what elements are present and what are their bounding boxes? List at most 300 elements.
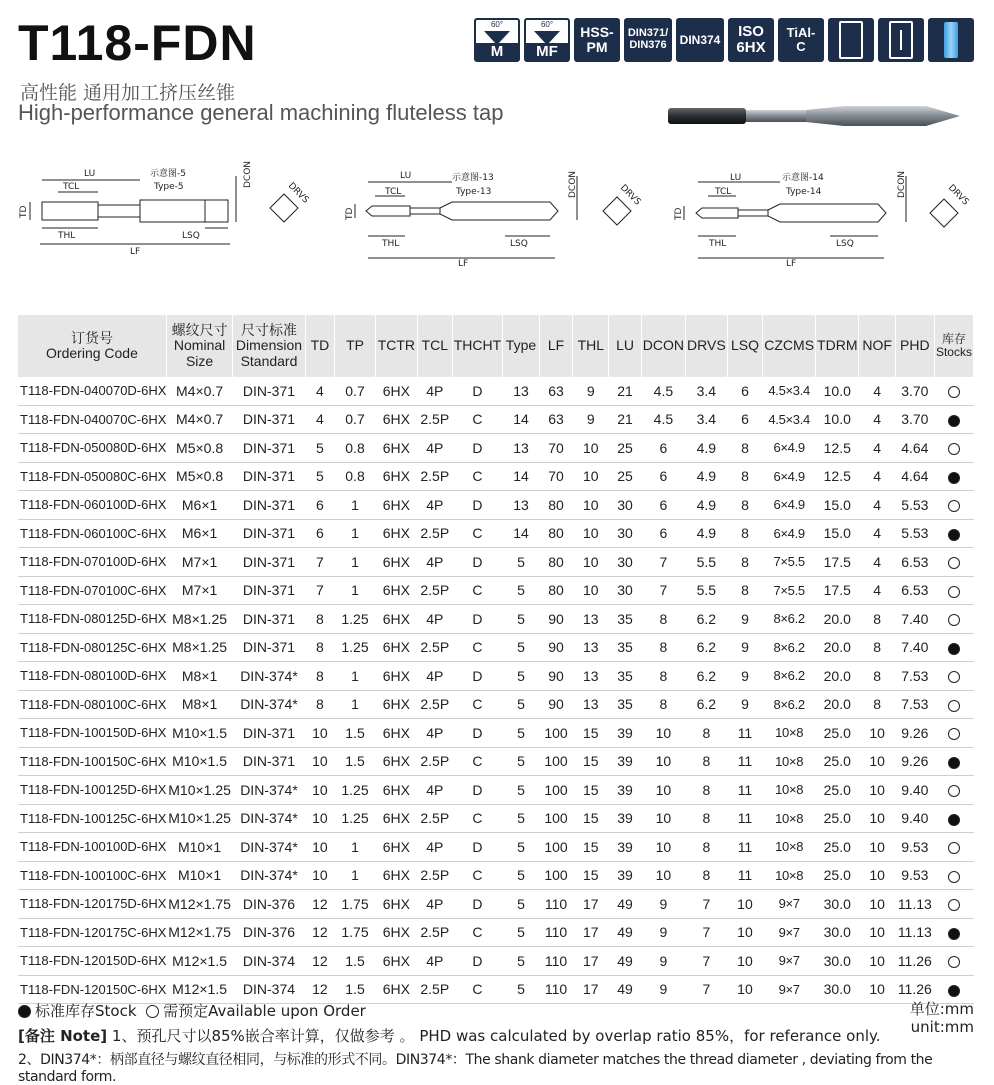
table-cell: M10×1.5: [166, 719, 232, 748]
table-cell: T118-FDN-100150D-6HX: [18, 719, 166, 748]
label-lu: LU: [84, 169, 96, 179]
table-cell: 5.5: [686, 576, 728, 605]
table-cell: 14: [503, 405, 540, 434]
table-cell: 39: [609, 747, 641, 776]
svg-text:DRVS: DRVS: [617, 183, 643, 208]
table-cell: 15: [573, 804, 609, 833]
table-cell: 5: [503, 861, 540, 890]
table-cell: M10×1: [166, 861, 232, 890]
stock-filled-icon: [948, 814, 960, 826]
table-cell: 10×8: [763, 833, 816, 862]
table-cell: 10×8: [763, 747, 816, 776]
table-cell: T118-FDN-100100D-6HX: [18, 833, 166, 862]
table-cell: 90: [539, 605, 572, 634]
table-cell: 14: [503, 519, 540, 548]
table-row: [18, 405, 974, 434]
table-cell: 6HX: [375, 890, 417, 919]
table-cell: DIN-371: [233, 719, 306, 748]
table-cell: 7×5.5: [763, 548, 816, 577]
table-cell: 90: [539, 633, 572, 662]
din374-badge: DIN374: [676, 18, 724, 62]
table-cell: T118-FDN-070100C-6HX: [18, 576, 166, 605]
table-cell: 100: [539, 747, 572, 776]
svg-text:DCON: DCON: [897, 170, 907, 198]
table-cell: 17.5: [816, 576, 859, 605]
table-cell: 10: [573, 462, 609, 491]
table-cell: 7: [305, 548, 334, 577]
table-cell: 80: [539, 491, 572, 520]
table-cell: DIN-376: [233, 890, 306, 919]
table-cell: 25.0: [816, 776, 859, 805]
table-cell: 9×7: [763, 890, 816, 919]
table-cell: DIN-374*: [233, 690, 306, 719]
table-cell: 8: [641, 690, 685, 719]
svg-text:Type-14: Type-14: [786, 187, 822, 197]
table-cell: 49: [609, 947, 641, 976]
table-row: [18, 491, 974, 520]
table-cell: 10: [859, 776, 895, 805]
table-cell: 10: [641, 747, 685, 776]
table-cell: 3.70: [895, 377, 934, 405]
table-cell: 35: [609, 633, 641, 662]
table-cell: 8: [859, 633, 895, 662]
table-cell: 13: [573, 633, 609, 662]
table-cell: D: [452, 605, 502, 634]
table-cell: 10: [641, 804, 685, 833]
table-cell: D: [452, 434, 502, 463]
table-row: [18, 776, 974, 805]
table-cell: C: [452, 747, 502, 776]
svg-text:示意图-13: 示意图-13: [452, 173, 494, 183]
table-cell: 5: [503, 747, 540, 776]
table-cell: D: [452, 776, 502, 805]
table-cell: M7×1: [166, 548, 232, 577]
table-cell: C: [452, 861, 502, 890]
svg-text:Type-13: Type-13: [456, 187, 492, 197]
svg-text:TCL: TCL: [715, 187, 732, 197]
table-cell: 30: [609, 576, 641, 605]
table-cell: 25: [609, 434, 641, 463]
svg-text:TCL: TCL: [63, 182, 80, 192]
table-cell: 6HX: [375, 605, 417, 634]
table-cell: DIN-374*: [233, 776, 306, 805]
table-cell: 5: [305, 434, 334, 463]
table-cell: M4×0.7: [166, 377, 232, 405]
stock-legend: 标准库存Stock 需预定Available upon Order: [18, 1000, 366, 1021]
stock-cell: [934, 747, 973, 776]
table-cell: 1: [335, 861, 376, 890]
table-cell: 3.4: [686, 377, 728, 405]
stock-cell: [934, 462, 973, 491]
table-cell: 10: [573, 548, 609, 577]
table-cell: 2.5P: [417, 861, 452, 890]
table-cell: 25.0: [816, 747, 859, 776]
table-cell: 1: [335, 548, 376, 577]
table-cell: 80: [539, 548, 572, 577]
table-row: [18, 890, 974, 919]
table-cell: T118-FDN-120175D-6HX: [18, 890, 166, 919]
table-cell: 9.53: [895, 833, 934, 862]
stock-cell: [934, 833, 973, 862]
table-cell: T118-FDN-100125D-6HX: [18, 776, 166, 805]
table-cell: M5×0.8: [166, 462, 232, 491]
svg-text:THL: THL: [58, 231, 76, 241]
table-cell: M10×1.25: [166, 776, 232, 805]
table-cell: 8: [305, 633, 334, 662]
stock-cell: [934, 662, 973, 691]
table-cell: 10: [859, 975, 895, 1004]
table-cell: 4P: [417, 947, 452, 976]
coating-badge: TiAl-C: [778, 18, 824, 62]
table-cell: 6HX: [375, 747, 417, 776]
table-cell: 35: [609, 690, 641, 719]
table-cell: 8: [727, 548, 763, 577]
stock-cell: [934, 548, 973, 577]
table-cell: 10: [641, 833, 685, 862]
table-cell: 6.2: [686, 662, 728, 691]
table-cell: 6×4.9: [763, 491, 816, 520]
table-cell: T118-FDN-060100D-6HX: [18, 491, 166, 520]
table-cell: 10: [859, 947, 895, 976]
table-cell: D: [452, 947, 502, 976]
stock-filled-icon: [948, 985, 960, 997]
table-cell: 6: [727, 377, 763, 405]
table-cell: 8: [686, 747, 728, 776]
table-cell: 4.64: [895, 462, 934, 491]
table-cell: 10: [573, 491, 609, 520]
table-cell: 11: [727, 804, 763, 833]
table-cell: 4.5×3.4: [763, 405, 816, 434]
table-cell: M8×1.25: [166, 633, 232, 662]
table-cell: 10: [305, 776, 334, 805]
table-cell: DIN-371: [233, 491, 306, 520]
stock-empty-icon: [948, 785, 960, 797]
table-cell: 6×4.9: [763, 519, 816, 548]
table-cell: 2.5P: [417, 576, 452, 605]
table-cell: C: [452, 975, 502, 1004]
table-cell: 2.5P: [417, 519, 452, 548]
table-row: [18, 519, 974, 548]
table-cell: 49: [609, 890, 641, 919]
table-cell: 10: [859, 719, 895, 748]
table-cell: 4.5×3.4: [763, 377, 816, 405]
table-cell: 7×5.5: [763, 576, 816, 605]
table-cell: 1: [335, 519, 376, 548]
table-cell: 7.40: [895, 605, 934, 634]
table-cell: 1: [335, 662, 376, 691]
table-cell: 7: [686, 890, 728, 919]
table-cell: 11: [727, 747, 763, 776]
subtitle-cn: 高性能 通用加工挤压丝锥: [20, 82, 236, 104]
table-cell: 13: [503, 434, 540, 463]
table-cell: 6.2: [686, 605, 728, 634]
table-cell: 1: [335, 576, 376, 605]
table-cell: 4P: [417, 662, 452, 691]
table-cell: 8: [686, 861, 728, 890]
table-cell: M10×1: [166, 833, 232, 862]
table-cell: M8×1.25: [166, 605, 232, 634]
table-cell: 110: [539, 975, 572, 1004]
table-cell: 10: [305, 719, 334, 748]
table-cell: 30.0: [816, 918, 859, 947]
table-cell: 2.5P: [417, 975, 452, 1004]
table-cell: 39: [609, 804, 641, 833]
table-cell: D: [452, 662, 502, 691]
svg-text:DCON: DCON: [568, 170, 578, 198]
table-cell: T118-FDN-100100C-6HX: [18, 861, 166, 890]
table-cell: 8×6.2: [763, 605, 816, 634]
stock-empty-icon: [948, 871, 960, 883]
table-cell: 63: [539, 405, 572, 434]
table-cell: 4.64: [895, 434, 934, 463]
table-cell: 17: [573, 975, 609, 1004]
table-cell: 30: [609, 491, 641, 520]
spec-table: [18, 315, 974, 1004]
table-cell: 4.9: [686, 491, 728, 520]
table-cell: D: [452, 719, 502, 748]
stock-empty-icon: [146, 1005, 159, 1018]
stock-cell: [934, 947, 973, 976]
svg-text:TD: TD: [674, 207, 684, 220]
table-cell: T118-FDN-080125D-6HX: [18, 605, 166, 634]
table-cell: 63: [539, 377, 572, 405]
table-row: [18, 918, 974, 947]
table-cell: T118-FDN-080100C-6HX: [18, 690, 166, 719]
stock-filled-icon: [948, 529, 960, 541]
table-cell: 30: [609, 548, 641, 577]
table-cell: 6HX: [375, 377, 417, 405]
table-cell: 9×7: [763, 975, 816, 1004]
table-cell: 5: [503, 576, 540, 605]
table-cell: 4: [859, 491, 895, 520]
table-cell: M12×1.75: [166, 890, 232, 919]
table-cell: 49: [609, 918, 641, 947]
table-cell: 8: [686, 776, 728, 805]
table-cell: 15: [573, 833, 609, 862]
subtitle-en: High-performance general machining fluteless tap: [18, 100, 504, 125]
table-cell: 12: [305, 890, 334, 919]
table-cell: M7×1: [166, 576, 232, 605]
through-hole-icon: [878, 18, 924, 62]
table-cell: 6HX: [375, 633, 417, 662]
table-cell: 10.0: [816, 377, 859, 405]
table-cell: DIN-374*: [233, 861, 306, 890]
table-cell: 1.5: [335, 719, 376, 748]
table-cell: 5: [305, 462, 334, 491]
table-cell: 6HX: [375, 462, 417, 491]
table-cell: 7: [686, 918, 728, 947]
table-cell: 15: [573, 776, 609, 805]
table-cell: 7.53: [895, 662, 934, 691]
feature-badges: [474, 18, 974, 62]
table-cell: T118-FDN-050080C-6HX: [18, 462, 166, 491]
table-cell: 6HX: [375, 519, 417, 548]
table-cell: 4P: [417, 719, 452, 748]
table-row: [18, 719, 974, 748]
table-cell: 6HX: [375, 861, 417, 890]
table-cell: 20.0: [816, 633, 859, 662]
table-cell: 1: [335, 690, 376, 719]
svg-text:LSQ: LSQ: [510, 239, 528, 249]
table-cell: 8: [859, 690, 895, 719]
table-cell: 80: [539, 519, 572, 548]
blind-hole-icon: [828, 18, 874, 62]
stock-cell: [934, 434, 973, 463]
table-cell: 25.0: [816, 833, 859, 862]
table-cell: 9: [641, 947, 685, 976]
table-row: [18, 804, 974, 833]
svg-text:THL: THL: [709, 239, 727, 249]
table-cell: 8×6.2: [763, 690, 816, 719]
svg-text:THL: THL: [382, 239, 400, 249]
table-cell: 1.75: [335, 918, 376, 947]
table-row: [18, 833, 974, 862]
unit-label: 单位:mm unit:mm: [909, 1000, 974, 1036]
table-cell: T118-FDN-050080D-6HX: [18, 434, 166, 463]
stock-empty-icon: [948, 728, 960, 740]
tolerance-badge: ISO 6HX: [728, 18, 774, 62]
table-cell: 17: [573, 918, 609, 947]
table-cell: M8×1: [166, 662, 232, 691]
table-cell: 10: [305, 804, 334, 833]
table-cell: 30.0: [816, 975, 859, 1004]
table-cell: 10: [859, 861, 895, 890]
table-cell: DIN-376: [233, 918, 306, 947]
table-cell: 6.53: [895, 576, 934, 605]
table-cell: M6×1: [166, 491, 232, 520]
table-cell: 11.26: [895, 947, 934, 976]
table-cell: 100: [539, 833, 572, 862]
table-cell: 8: [686, 833, 728, 862]
table-cell: C: [452, 690, 502, 719]
table-cell: 9: [573, 405, 609, 434]
table-cell: DIN-371: [233, 405, 306, 434]
material-badge: HSS-PM: [574, 18, 620, 62]
table-cell: 5.5: [686, 548, 728, 577]
table-cell: 13: [503, 377, 540, 405]
table-cell: M5×0.8: [166, 434, 232, 463]
table-cell: 4P: [417, 377, 452, 405]
table-cell: 0.7: [335, 377, 376, 405]
stock-cell: [934, 918, 973, 947]
table-cell: 6: [641, 519, 685, 548]
table-cell: 25.0: [816, 804, 859, 833]
table-cell: 4P: [417, 548, 452, 577]
table-cell: 9×7: [763, 947, 816, 976]
table-cell: 4: [859, 377, 895, 405]
table-cell: 100: [539, 804, 572, 833]
table-cell: 10: [859, 747, 895, 776]
table-cell: 5: [503, 833, 540, 862]
table-cell: M12×1.5: [166, 947, 232, 976]
table-cell: T118-FDN-080100D-6HX: [18, 662, 166, 691]
table-cell: D: [452, 491, 502, 520]
table-cell: 5: [503, 690, 540, 719]
table-cell: 6HX: [375, 719, 417, 748]
table-cell: 6.2: [686, 690, 728, 719]
diagram-title-en: Type-5: [154, 182, 184, 192]
svg-text:LU: LU: [400, 171, 412, 181]
table-cell: C: [452, 576, 502, 605]
table-cell: 4: [859, 548, 895, 577]
table-cell: 5: [503, 605, 540, 634]
table-cell: DIN-371: [233, 605, 306, 634]
table-cell: 0.7: [335, 405, 376, 434]
table-cell: DIN-371: [233, 548, 306, 577]
table-cell: 6HX: [375, 548, 417, 577]
table-cell: 39: [609, 719, 641, 748]
table-cell: 9.26: [895, 747, 934, 776]
table-cell: 21: [609, 377, 641, 405]
stock-empty-icon: [948, 614, 960, 626]
stock-filled-icon: [948, 643, 960, 655]
table-cell: 110: [539, 918, 572, 947]
table-cell: 110: [539, 947, 572, 976]
table-cell: DIN-374*: [233, 662, 306, 691]
table-cell: 8: [859, 662, 895, 691]
table-cell: 15.0: [816, 491, 859, 520]
table-cell: 10×8: [763, 719, 816, 748]
product-title: T118-FDN: [18, 15, 257, 71]
table-row: [18, 576, 974, 605]
table-cell: 6.2: [686, 633, 728, 662]
svg-text:DRVS: DRVS: [285, 181, 311, 206]
table-cell: 6HX: [375, 576, 417, 605]
table-cell: M12×1.75: [166, 918, 232, 947]
table-cell: 4.9: [686, 462, 728, 491]
table-cell: 11: [727, 861, 763, 890]
table-cell: DIN-371: [233, 462, 306, 491]
table-cell: 1.25: [335, 605, 376, 634]
stock-cell: [934, 890, 973, 919]
table-cell: 8: [686, 804, 728, 833]
table-cell: 100: [539, 719, 572, 748]
table-cell: 9: [641, 918, 685, 947]
table-cell: 10: [727, 947, 763, 976]
table-cell: 6: [641, 462, 685, 491]
stock-cell: [934, 633, 973, 662]
stock-cell: [934, 576, 973, 605]
table-cell: 10×8: [763, 776, 816, 805]
table-cell: 30: [609, 519, 641, 548]
table-cell: 5: [503, 947, 540, 976]
table-cell: T118-FDN-100150C-6HX: [18, 747, 166, 776]
table-cell: M10×1.5: [166, 747, 232, 776]
table-row: [18, 747, 974, 776]
table-cell: 10: [305, 833, 334, 862]
table-row: [18, 690, 974, 719]
table-cell: 2.5P: [417, 633, 452, 662]
table-cell: 25.0: [816, 719, 859, 748]
table-cell: 6HX: [375, 918, 417, 947]
table-cell: D: [452, 548, 502, 577]
table-cell: 39: [609, 833, 641, 862]
table-cell: DIN-371: [233, 633, 306, 662]
table-cell: 10×8: [763, 804, 816, 833]
table-cell: 14: [503, 462, 540, 491]
table-cell: 10×8: [763, 861, 816, 890]
table-cell: 7.53: [895, 690, 934, 719]
table-cell: 4.9: [686, 434, 728, 463]
table-cell: 39: [609, 861, 641, 890]
table-cell: 5: [503, 719, 540, 748]
table-cell: C: [452, 804, 502, 833]
table-cell: 6HX: [375, 491, 417, 520]
table-cell: 5: [503, 776, 540, 805]
table-cell: T118-FDN-060100C-6HX: [18, 519, 166, 548]
table-cell: 9: [727, 690, 763, 719]
table-cell: 8: [727, 519, 763, 548]
